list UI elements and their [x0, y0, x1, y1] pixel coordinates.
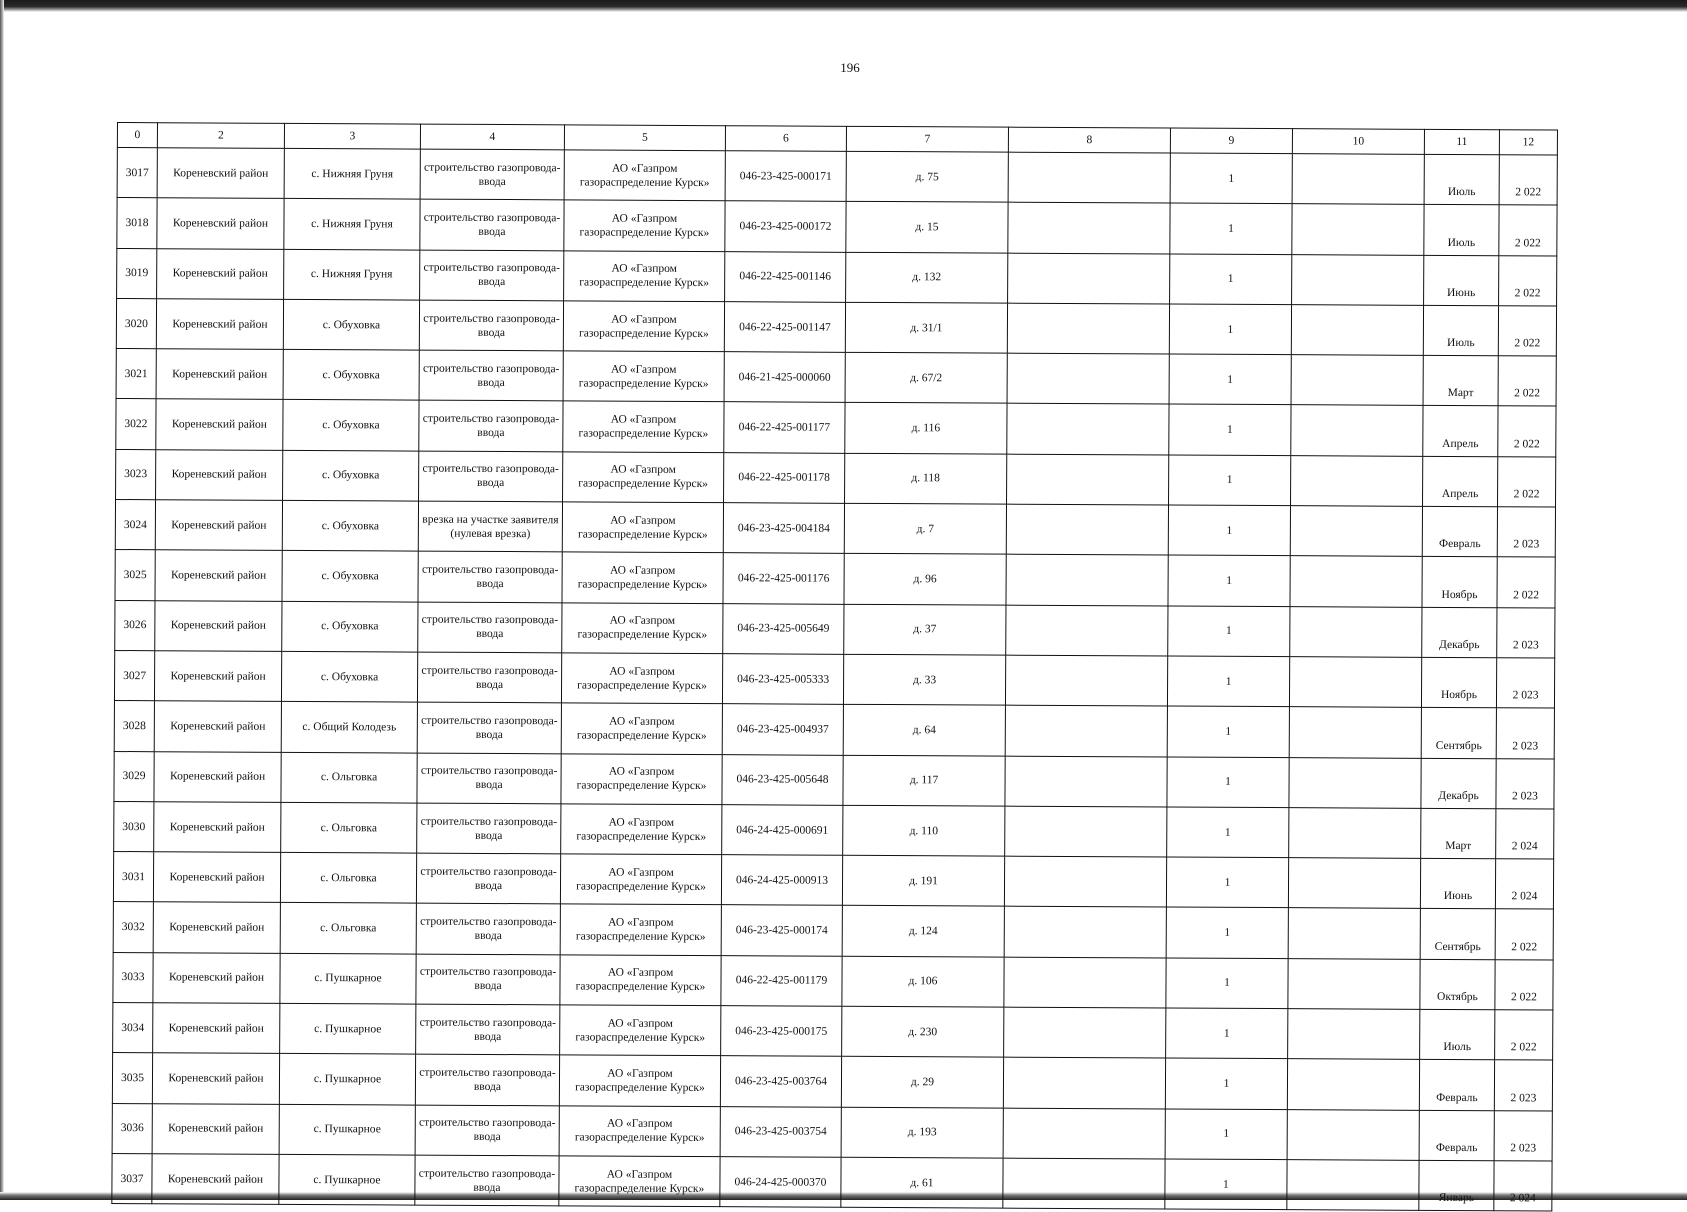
row-number-cell: 3031 — [113, 852, 153, 903]
column-header: 3 — [284, 123, 420, 149]
settlement-cell: с. Ольговка — [280, 903, 416, 954]
column-header: 9 — [1170, 128, 1292, 154]
year-cell: 2 022 — [1498, 306, 1556, 357]
work-type-cell: строительство газопровода-ввода — [416, 904, 560, 955]
district-cell: Кореневский район — [155, 500, 282, 551]
work-type-cell: строительство газопровода-ввода — [415, 1054, 559, 1105]
month-cell: Октябрь — [1420, 959, 1495, 1010]
scan-border-left — [0, 0, 4, 1200]
settlement-cell: с. Ольговка — [280, 853, 416, 904]
work-type-cell: строительство газопровода-ввода — [419, 300, 563, 351]
quantity-cell: 1 — [1165, 1159, 1287, 1210]
district-cell: Кореневский район — [156, 399, 283, 450]
year-cell: 2 022 — [1497, 557, 1555, 608]
column-header: 5 — [564, 125, 725, 151]
column-10-cell — [1291, 355, 1423, 406]
column-header: 10 — [1292, 129, 1424, 155]
settlement-cell: с. Обуховка — [281, 651, 417, 702]
table-row — [113, 952, 1553, 1010]
application-code-cell: 046-23-425-004184 — [723, 503, 844, 554]
district-cell: Кореневский район — [156, 299, 283, 350]
column-10-cell — [1292, 154, 1424, 205]
year-cell: 2 023 — [1494, 1110, 1552, 1161]
row-number-cell: 3036 — [112, 1103, 152, 1154]
table-row — [116, 399, 1556, 457]
month-cell: Июнь — [1424, 255, 1499, 306]
quantity-cell: 1 — [1167, 706, 1289, 757]
organization-cell: АО «Газпром газораспределение Курск» — [564, 200, 725, 251]
year-cell: 2 024 — [1495, 859, 1553, 910]
column-8-cell — [1006, 555, 1168, 606]
work-type-cell: строительство газопровода-ввода — [417, 753, 561, 804]
application-code-cell: 046-23-425-005649 — [723, 603, 844, 654]
month-cell: Ноябрь — [1421, 657, 1496, 708]
month-cell: Декабрь — [1421, 758, 1496, 809]
district-cell: Кореневский район — [157, 198, 284, 249]
work-type-cell: строительство газопровода-ввода — [418, 551, 562, 602]
column-header: 2 — [157, 123, 284, 149]
column-8-cell — [1008, 152, 1170, 203]
work-type-cell: строительство газопровода-ввода — [415, 1105, 559, 1156]
year-cell: 2 023 — [1496, 758, 1554, 809]
work-type-cell: врезка на участке заявителя (нулевая врезка) — [418, 501, 562, 552]
organization-cell: АО «Газпром газораспределение Курск» — [562, 552, 723, 603]
organization-cell: АО «Газпром газораспределение Курск» — [562, 502, 723, 553]
work-type-cell: строительство газопровода-ввода — [416, 954, 560, 1005]
settlement-cell: с. Обуховка — [282, 500, 418, 551]
month-cell: Апрель — [1423, 406, 1498, 457]
quantity-cell: 1 — [1166, 1008, 1288, 1059]
column-10-cell — [1289, 757, 1421, 808]
table-row — [112, 1103, 1552, 1161]
table-body — [112, 148, 1558, 1212]
month-cell: Март — [1421, 808, 1496, 859]
row-number-cell: 3025 — [115, 550, 155, 601]
column-10-cell — [1288, 908, 1420, 959]
organization-cell: АО «Газпром газораспределение Курск» — [563, 301, 724, 352]
year-cell: 2 022 — [1499, 155, 1557, 206]
column-10-cell — [1287, 1109, 1419, 1160]
application-code-cell: 046-22-425-001178 — [724, 452, 845, 503]
organization-cell: АО «Газпром газораспределение Курск» — [561, 703, 722, 754]
address-cell: д. 75 — [846, 151, 1008, 202]
column-10-cell — [1291, 305, 1423, 356]
row-number-cell: 3026 — [115, 600, 155, 651]
quantity-cell: 1 — [1169, 455, 1291, 506]
column-8-cell — [1005, 756, 1167, 807]
address-cell: д. 37 — [844, 604, 1006, 655]
address-cell: д. 64 — [843, 705, 1005, 756]
settlement-cell: с. Нижняя Груня — [284, 249, 420, 300]
row-number-cell: 3032 — [113, 902, 153, 953]
table-row — [116, 449, 1556, 507]
quantity-cell: 1 — [1170, 153, 1292, 204]
row-number-cell: 3033 — [113, 952, 153, 1003]
table-container — [111, 122, 1558, 1212]
settlement-cell: с. Пушкарное — [280, 953, 416, 1004]
column-header: 6 — [725, 126, 846, 152]
page-number: 196 — [840, 60, 860, 75]
quantity-cell: 1 — [1166, 958, 1288, 1009]
address-cell: д. 230 — [842, 1006, 1004, 1057]
month-cell: Апрель — [1423, 456, 1498, 507]
table-row — [113, 1003, 1553, 1061]
address-cell: д. 117 — [843, 755, 1005, 806]
work-type-cell: строительство газопровода-ввода — [418, 602, 562, 653]
settlement-cell: с. Пушкарное — [279, 1154, 415, 1205]
quantity-cell: 1 — [1168, 606, 1290, 657]
year-cell: 2 022 — [1495, 909, 1553, 960]
address-cell: д. 106 — [842, 956, 1004, 1007]
district-cell: Кореневский район — [153, 902, 280, 953]
row-number-cell: 3020 — [116, 298, 156, 349]
year-cell: 2 023 — [1496, 658, 1554, 709]
table-row — [115, 600, 1555, 658]
table-row — [114, 650, 1554, 708]
district-cell: Кореневский район — [152, 1103, 279, 1154]
column-8-cell — [1006, 504, 1168, 555]
organization-cell: АО «Газпром газораспределение Курск» — [560, 854, 721, 905]
quantity-cell: 1 — [1168, 555, 1290, 606]
settlement-cell: с. Общий Колодезь — [281, 702, 417, 753]
column-header: 12 — [1499, 130, 1557, 155]
month-cell: Февраль — [1422, 506, 1497, 557]
month-cell: Ноябрь — [1422, 557, 1497, 608]
application-code-cell: 046-23-425-005648 — [722, 754, 843, 805]
column-10-cell — [1287, 1059, 1419, 1110]
row-number-cell: 3035 — [112, 1053, 152, 1104]
column-8-cell — [1007, 454, 1169, 505]
column-8-cell — [1003, 1057, 1165, 1108]
district-cell: Кореневский район — [156, 349, 283, 400]
table-row — [113, 852, 1553, 910]
column-10-cell — [1292, 204, 1424, 255]
column-header: 7 — [846, 126, 1008, 152]
work-type-cell: строительство газопровода-ввода — [419, 350, 563, 401]
settlement-cell: с. Ольговка — [281, 752, 417, 803]
application-code-cell: 046-23-425-000172 — [725, 201, 846, 252]
scan-border-top — [0, 0, 1687, 12]
address-cell: д. 118 — [845, 453, 1007, 504]
work-type-cell: строительство газопровода-ввода — [415, 1155, 559, 1206]
settlement-cell: с. Обуховка — [283, 350, 419, 401]
quantity-cell: 1 — [1168, 505, 1290, 556]
district-cell: Кореневский район — [153, 852, 280, 903]
work-type-cell: строительство газопровода-ввода — [417, 652, 561, 703]
district-cell: Кореневский район — [154, 802, 281, 853]
district-cell: Кореневский район — [155, 550, 282, 601]
address-cell: д. 124 — [842, 906, 1004, 957]
month-cell: Декабрь — [1422, 607, 1497, 658]
column-8-cell — [1004, 856, 1166, 907]
quantity-cell: 1 — [1169, 304, 1291, 355]
settlement-cell: с. Ольговка — [281, 802, 417, 853]
organization-cell: АО «Газпром газораспределение Курск» — [560, 1005, 721, 1056]
settlement-cell: с. Пушкарное — [280, 1003, 416, 1054]
organization-cell: АО «Газпром газораспределение Курск» — [562, 603, 723, 654]
settlement-cell: с. Обуховка — [283, 400, 419, 451]
organization-cell: АО «Газпром газораспределение Курск» — [564, 150, 725, 201]
organization-cell: АО «Газпром газораспределение Курск» — [561, 653, 722, 704]
organization-cell: АО «Газпром газораспределение Курск» — [559, 1055, 720, 1106]
year-cell: 2 022 — [1499, 205, 1557, 256]
column-8-cell — [1008, 253, 1170, 304]
address-cell: д. 116 — [845, 403, 1007, 454]
settlement-cell: с. Нижняя Груня — [284, 148, 420, 199]
organization-cell: АО «Газпром газораспределение Курск» — [560, 904, 721, 955]
month-cell: Сентябрь — [1421, 708, 1496, 759]
gas-connection-table — [111, 122, 1558, 1212]
column-10-cell — [1290, 556, 1422, 607]
year-cell: 2 023 — [1497, 507, 1555, 558]
table-row — [114, 751, 1554, 809]
table-row — [115, 550, 1555, 608]
year-cell: 2 022 — [1495, 1010, 1553, 1061]
district-cell: Кореневский район — [153, 952, 280, 1003]
year-cell: 2 023 — [1497, 607, 1555, 658]
address-cell: д. 15 — [846, 202, 1008, 253]
work-type-cell: строительство газопровода-ввода — [416, 1004, 560, 1055]
column-10-cell — [1289, 657, 1421, 708]
application-code-cell: 046-23-425-003764 — [720, 1056, 841, 1107]
table-row — [112, 1053, 1552, 1111]
application-code-cell: 046-23-425-004937 — [722, 704, 843, 755]
quantity-cell: 1 — [1166, 857, 1288, 908]
row-number-cell: 3034 — [113, 1003, 153, 1054]
application-code-cell: 046-21-425-000060 — [724, 352, 845, 403]
column-10-cell — [1289, 707, 1421, 758]
settlement-cell: с. Обуховка — [282, 551, 418, 602]
district-cell: Кореневский район — [157, 148, 284, 199]
month-cell: Июль — [1424, 205, 1499, 256]
table-row — [117, 198, 1557, 256]
row-number-cell: 3030 — [114, 801, 154, 852]
row-number-cell: 3023 — [116, 449, 156, 500]
address-cell: д. 193 — [841, 1107, 1003, 1158]
column-8-cell — [1004, 907, 1166, 958]
quantity-cell: 1 — [1167, 807, 1289, 858]
work-type-cell: строительство газопровода-ввода — [417, 702, 561, 753]
column-8-cell — [1004, 1007, 1166, 1058]
organization-cell: АО «Газпром газораспределение Курск» — [560, 955, 721, 1006]
district-cell: Кореневский район — [154, 651, 281, 702]
work-type-cell: строительство газопровода-ввода — [419, 451, 563, 502]
address-cell: д. 7 — [844, 503, 1006, 554]
month-cell: Февраль — [1419, 1110, 1494, 1161]
application-code-cell: 046-24-425-000370 — [720, 1157, 841, 1208]
quantity-cell: 1 — [1167, 757, 1289, 808]
quantity-cell: 1 — [1166, 907, 1288, 958]
column-10-cell — [1288, 858, 1420, 909]
year-cell: 2 024 — [1496, 809, 1554, 860]
settlement-cell: с. Обуховка — [282, 601, 418, 652]
column-8-cell — [1005, 655, 1167, 706]
address-cell: д. 31/1 — [845, 302, 1007, 353]
district-cell: Кореневский район — [156, 449, 283, 500]
table-row — [114, 801, 1554, 859]
organization-cell: АО «Газпром газораспределение Курск» — [559, 1156, 720, 1207]
application-code-cell: 046-22-425-001147 — [724, 302, 845, 353]
settlement-cell: с. Обуховка — [283, 450, 419, 501]
quantity-cell: 1 — [1167, 656, 1289, 707]
table-row — [115, 500, 1555, 558]
year-cell: 2 022 — [1499, 255, 1557, 306]
year-cell: 2 022 — [1498, 356, 1556, 407]
month-cell: Июль — [1424, 154, 1499, 205]
row-number-cell: 3022 — [116, 399, 156, 450]
row-number-cell: 3021 — [116, 349, 156, 400]
address-cell: д. 191 — [842, 855, 1004, 906]
table-row — [114, 701, 1554, 759]
column-10-cell — [1291, 405, 1423, 456]
district-cell: Кореневский район — [152, 1154, 279, 1205]
address-cell: д. 110 — [843, 805, 1005, 856]
column-8-cell — [1004, 957, 1166, 1008]
year-cell: 2 022 — [1495, 959, 1553, 1010]
application-code-cell: 046-22-425-001177 — [724, 402, 845, 453]
column-10-cell — [1288, 1009, 1420, 1060]
organization-cell: АО «Газпром газораспределение Курск» — [564, 250, 725, 301]
column-header: 4 — [420, 124, 564, 150]
address-cell: д. 29 — [841, 1057, 1003, 1108]
address-cell: д. 67/2 — [845, 353, 1007, 404]
column-header: 0 — [117, 123, 157, 148]
month-cell: Февраль — [1419, 1060, 1494, 1111]
work-type-cell: строительство газопровода-ввода — [417, 803, 561, 854]
settlement-cell: с. Нижняя Груня — [284, 199, 420, 250]
work-type-cell: строительство газопровода-ввода — [420, 250, 564, 301]
month-cell: Июль — [1420, 1009, 1495, 1060]
organization-cell: АО «Газпром газораспределение Курск» — [563, 452, 724, 503]
month-cell: Март — [1423, 356, 1498, 407]
district-cell: Кореневский район — [154, 751, 281, 802]
month-cell: Июнь — [1420, 858, 1495, 909]
column-10-cell — [1289, 808, 1421, 859]
settlement-cell: с. Пушкарное — [279, 1054, 415, 1105]
organization-cell: АО «Газпром газораспределение Курск» — [563, 401, 724, 452]
column-8-cell — [1007, 404, 1169, 455]
organization-cell: АО «Газпром газораспределение Курск» — [561, 804, 722, 855]
year-cell: 2 023 — [1494, 1060, 1552, 1111]
table-row — [117, 248, 1557, 306]
district-cell: Кореневский район — [154, 701, 281, 752]
table-row — [117, 148, 1557, 206]
column-10-cell — [1291, 455, 1423, 506]
column-8-cell — [1006, 605, 1168, 656]
column-10-cell — [1290, 606, 1422, 657]
table-row — [112, 1153, 1552, 1211]
year-cell: 2 023 — [1496, 708, 1554, 759]
month-cell: Июль — [1423, 305, 1498, 356]
district-cell: Кореневский район — [153, 1003, 280, 1054]
column-8-cell — [1007, 303, 1169, 354]
column-10-cell — [1292, 254, 1424, 305]
application-code-cell: 046-23-425-003754 — [720, 1106, 841, 1157]
application-code-cell: 046-22-425-001146 — [725, 251, 846, 302]
column-10-cell — [1290, 506, 1422, 557]
year-cell: 2 022 — [1498, 406, 1556, 457]
year-cell: 2 024 — [1494, 1161, 1552, 1212]
row-number-cell: 3019 — [117, 248, 157, 299]
row-number-cell: 3024 — [115, 500, 155, 551]
table-row — [113, 902, 1553, 960]
application-code-cell: 046-24-425-000913 — [721, 855, 842, 906]
work-type-cell: строительство газопровода-ввода — [419, 401, 563, 452]
table-row — [116, 349, 1556, 407]
address-cell: д. 132 — [846, 252, 1008, 303]
month-cell: Сентябрь — [1420, 909, 1495, 960]
organization-cell: АО «Газпром газораспределение Курск» — [559, 1105, 720, 1156]
column-10-cell — [1288, 958, 1420, 1009]
settlement-cell: с. Пушкарное — [279, 1104, 415, 1155]
work-type-cell: строительство газопровода-ввода — [416, 853, 560, 904]
application-code-cell: 046-23-425-000171 — [725, 151, 846, 202]
row-number-cell: 3018 — [117, 198, 157, 249]
year-cell: 2 022 — [1498, 457, 1556, 508]
application-code-cell: 046-23-425-000175 — [721, 1006, 842, 1057]
quantity-cell: 1 — [1165, 1109, 1287, 1160]
row-number-cell: 3029 — [114, 751, 154, 802]
table-row — [116, 298, 1556, 356]
month-cell: Январь — [1419, 1160, 1494, 1211]
row-number-cell: 3037 — [112, 1153, 152, 1204]
address-cell: д. 96 — [844, 554, 1006, 605]
column-header: 11 — [1424, 129, 1499, 154]
quantity-cell: 1 — [1170, 203, 1292, 254]
column-8-cell — [1003, 1108, 1165, 1159]
column-8-cell — [1008, 202, 1170, 253]
settlement-cell: с. Обуховка — [283, 299, 419, 350]
application-code-cell: 046-22-425-001176 — [723, 553, 844, 604]
column-8-cell — [1005, 705, 1167, 756]
quantity-cell: 1 — [1165, 1058, 1287, 1109]
application-code-cell: 046-22-425-001179 — [721, 955, 842, 1006]
organization-cell: АО «Газпром газораспределение Курск» — [563, 351, 724, 402]
application-code-cell: 046-24-425-000691 — [722, 805, 843, 856]
row-number-cell: 3017 — [117, 148, 157, 199]
quantity-cell: 1 — [1169, 404, 1291, 455]
column-8-cell — [1007, 353, 1169, 404]
application-code-cell: 046-23-425-000174 — [721, 905, 842, 956]
application-code-cell: 046-23-425-005333 — [722, 654, 843, 705]
column-10-cell — [1287, 1160, 1419, 1211]
organization-cell: АО «Газпром газораспределение Курск» — [561, 753, 722, 804]
address-cell: д. 33 — [843, 654, 1005, 705]
quantity-cell: 1 — [1169, 354, 1291, 405]
row-number-cell: 3028 — [114, 701, 154, 752]
district-cell: Кореневский район — [155, 600, 282, 651]
column-8-cell — [1003, 1158, 1165, 1209]
row-number-cell: 3027 — [114, 650, 154, 701]
district-cell: Кореневский район — [157, 248, 284, 299]
address-cell: д. 61 — [841, 1157, 1003, 1208]
work-type-cell: строительство газопровода-ввода — [420, 149, 564, 200]
quantity-cell: 1 — [1170, 254, 1292, 305]
work-type-cell: строительство газопровода-ввода — [420, 199, 564, 250]
district-cell: Кореневский район — [152, 1053, 279, 1104]
column-header: 8 — [1008, 127, 1170, 153]
column-8-cell — [1005, 806, 1167, 857]
